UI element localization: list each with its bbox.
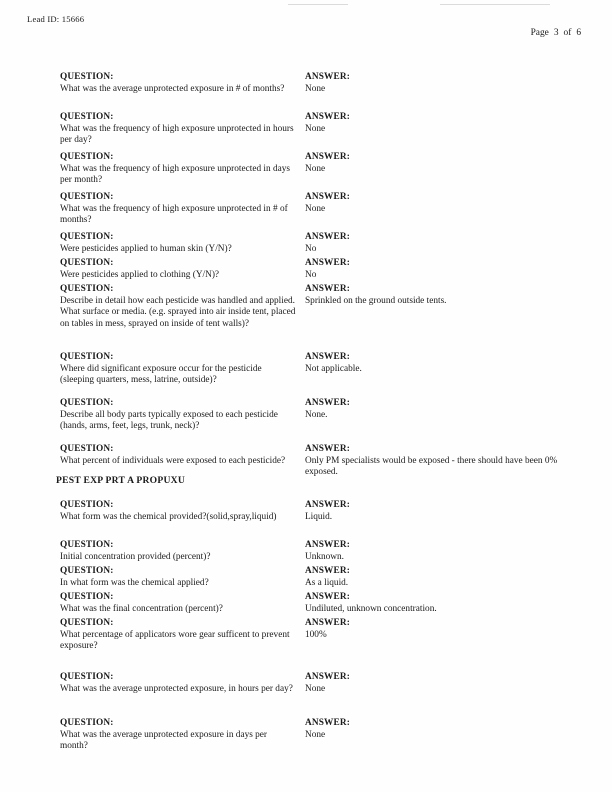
question-text: What was the average unprotected exposure, in hours per day? — [60, 683, 293, 694]
page-total: 6 — [576, 28, 581, 38]
answer-block — [305, 540, 590, 563]
question-label: QUESTION: — [60, 444, 114, 454]
question-text: What was the frequency of high exposure unprotected in # of months? — [60, 203, 288, 226]
question-label: QUESTION: — [60, 112, 114, 122]
question-text: Describe all body parts typically exposed to each pesticide (hands, arms, feet, legs, trunk, neck)? — [60, 409, 278, 432]
answer-block — [305, 352, 590, 375]
question-block — [60, 718, 297, 753]
question-block — [60, 566, 297, 589]
answer-text: None. — [305, 409, 328, 420]
answer-block — [305, 192, 590, 215]
answer-block — [305, 232, 590, 255]
answer-label: ANSWER: — [305, 258, 350, 268]
answer-block — [305, 618, 590, 641]
question-block — [60, 258, 297, 281]
answer-label: ANSWER: — [305, 232, 350, 242]
answer-text: None — [305, 729, 326, 740]
question-label: QUESTION: — [60, 352, 114, 362]
question-text: Describe in detail how each pesticide was handled and applied. What surface or media. (e.g. sprayed into air inside tent, placed on tables in mess, sprayed on inside of tent walls)? — [60, 295, 296, 329]
answer-block — [305, 398, 590, 421]
question-text: What was the average unprotected exposure in # of months? — [60, 83, 285, 94]
answer-block — [305, 258, 590, 281]
answer-text: No — [305, 243, 317, 254]
answer-text: Liquid. — [305, 511, 333, 522]
question-block — [60, 592, 297, 615]
answer-text: 100% — [305, 629, 327, 640]
question-text: What was the average unprotected exposure in days per month? — [60, 729, 268, 752]
answer-label: ANSWER: — [305, 112, 350, 122]
scan-artifact — [440, 4, 550, 5]
answer-text: Only PM specialists would be exposed - there should have been 0% exposed. — [305, 455, 558, 478]
question-block — [60, 618, 297, 653]
answer-label: ANSWER: — [305, 672, 350, 682]
question-label: QUESTION: — [60, 72, 114, 82]
question-block — [60, 540, 297, 563]
answer-text: None — [305, 83, 326, 94]
answer-label: ANSWER: — [305, 618, 350, 628]
page-of-label: of — [563, 28, 572, 38]
question-block — [60, 398, 297, 433]
answer-text: None — [305, 203, 326, 214]
question-text: What form was the chemical provided?(solid,spray,liquid) — [60, 511, 277, 522]
question-label: QUESTION: — [60, 566, 114, 576]
question-block — [60, 672, 297, 695]
question-text: What percentage of applicators wore gear sufficent to prevent exposure? — [60, 629, 290, 652]
question-label: QUESTION: — [60, 672, 114, 682]
question-block — [60, 152, 297, 187]
question-text: What was the final concentration (percent)? — [60, 603, 223, 614]
page-number: 3 — [553, 28, 559, 38]
answer-text: Not applicable. — [305, 363, 362, 374]
question-label: QUESTION: — [60, 258, 114, 268]
answer-text: None — [305, 123, 326, 134]
page-indicator — [531, 28, 586, 38]
answer-label: ANSWER: — [305, 592, 350, 602]
answer-text: Sprinkled on the ground outside tents. — [305, 295, 447, 306]
answer-text: As a liquid. — [305, 577, 349, 588]
answer-block — [305, 284, 590, 307]
answer-block — [305, 72, 590, 95]
answer-label: ANSWER: — [305, 352, 350, 362]
question-text: Initial concentration provided (percent)? — [60, 551, 211, 562]
answer-label: ANSWER: — [305, 152, 350, 162]
answer-label: ANSWER: — [305, 566, 350, 576]
page-header — [0, 14, 612, 44]
answer-label: ANSWER: — [305, 284, 350, 294]
question-text: What was the frequency of high exposure unprotected in days per month? — [60, 163, 291, 186]
question-block — [60, 444, 297, 467]
question-text: What was the frequency of high exposure unprotected in hours per day? — [60, 123, 294, 146]
scan-artifact — [288, 4, 348, 5]
question-label: QUESTION: — [60, 592, 114, 602]
answer-label: ANSWER: — [305, 444, 350, 454]
answer-label: ANSWER: — [305, 398, 350, 408]
answer-block — [305, 718, 590, 741]
question-text: Where did significant exposure occur for the pesticide (sleeping quarters, mess, latrine, outside)? — [60, 363, 262, 386]
answer-label: ANSWER: — [305, 500, 350, 510]
answer-block — [305, 444, 590, 479]
question-text: What percent of individuals were exposed to each pesticide? — [60, 455, 286, 466]
question-label: QUESTION: — [60, 152, 114, 162]
question-label: QUESTION: — [60, 540, 114, 550]
answer-text: Undiluted, unknown concentration. — [305, 603, 437, 614]
question-text: Were pesticides applied to clothing (Y/N)? — [60, 269, 220, 280]
answer-block — [305, 672, 590, 695]
question-block — [60, 232, 297, 255]
answer-label: ANSWER: — [305, 72, 350, 82]
section-heading: PEST EXP PRT A PROPUXU — [56, 475, 186, 486]
answer-text: None — [305, 163, 326, 174]
question-label: QUESTION: — [60, 284, 114, 294]
answer-label: ANSWER: — [305, 540, 350, 550]
page-label: Page — [530, 28, 549, 38]
question-block — [60, 500, 297, 523]
question-block — [60, 284, 297, 330]
question-label: QUESTION: — [60, 232, 114, 242]
question-label: QUESTION: — [60, 192, 114, 202]
answer-block — [305, 152, 590, 175]
answer-text: None — [305, 683, 326, 694]
question-label: QUESTION: — [60, 398, 114, 408]
answer-label: ANSWER: — [305, 718, 350, 728]
question-label: QUESTION: — [60, 500, 114, 510]
question-text: In what form was the chemical applied? — [60, 577, 209, 588]
question-label: QUESTION: — [60, 618, 114, 628]
answer-label: ANSWER: — [305, 192, 350, 202]
question-block — [60, 112, 297, 147]
answer-block — [305, 592, 590, 615]
answer-block — [305, 566, 590, 589]
question-block — [60, 192, 297, 227]
question-text: Were pesticides applied to human skin (Y/N)? — [60, 243, 232, 254]
lead-id: Lead ID: 15666 — [27, 14, 85, 24]
answer-text: No — [305, 269, 317, 280]
answer-text: Unknown. — [305, 551, 344, 562]
question-block — [60, 352, 297, 387]
question-label: QUESTION: — [60, 718, 114, 728]
answer-block — [305, 500, 590, 523]
answer-block — [305, 112, 590, 135]
question-block — [60, 72, 297, 95]
